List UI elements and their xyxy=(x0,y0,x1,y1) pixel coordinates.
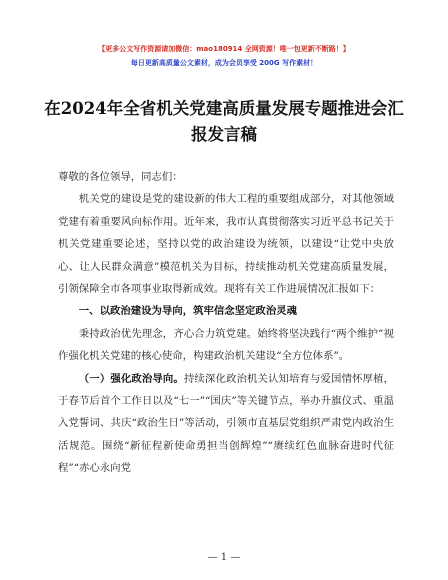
section-heading-1: 一、以政治建设为导向，筑牢信念坚定政治灵魂 xyxy=(78,305,297,318)
intro-paragraph: 机关党的建设是党的建设新的伟大工程的重要组成部分，对其他领域党建有着重要风向标作用。近年来，我市认真贯彻落实习近平总书记关于机关党建重要论述，坚持以党的政治建设为统领，以建设“让党中央放心、让人民群众满意”模范机关为目标，持续推动机关党建高质量发展，引领保障全市各项事业取得新成效。现将有关工作进展情况汇报如下： xyxy=(58,193,394,296)
document-body xyxy=(58,166,394,480)
promo-banner-blue: 每日更新高质量公文素材，成为会员享受 200G 写作素材！ xyxy=(130,59,318,67)
salutation: 尊敬的各位领导，同志们： xyxy=(58,171,183,183)
section-paragraph: 秉持政治优先理念，齐心合力筑党建。始终将坚决践行“两个维护”视作强化机关党建的核心使命，构建政治机关建设“全方位体系”。 xyxy=(58,327,394,363)
point-paragraph xyxy=(58,368,394,480)
point-lead: （一）强化政治导向。 xyxy=(78,372,184,385)
document-title: 在2024年全省机关党建高质量发展专题推进会汇报发言稿 xyxy=(44,99,404,144)
promo-banner-red: 【更多公文写作资源请加微信：mao180914 全网资源！唯一包更新不断路！】 xyxy=(98,45,350,53)
point-text: 持续深化政治机关认知培育与爱国情怀厚植，于春节后首个工作日以及“七一”“国庆”等关键节点，举办升旗仪式、重温入党誓词、共庆“政治生日”等活动，引领市直基层党组织严肃党内政治生活规范。围绕“新征程新使命勇担当创辉煌”“赓续红色血脉奋进时代征程”“赤心永向党 xyxy=(58,372,394,475)
page-number: — 1 — xyxy=(207,552,241,563)
